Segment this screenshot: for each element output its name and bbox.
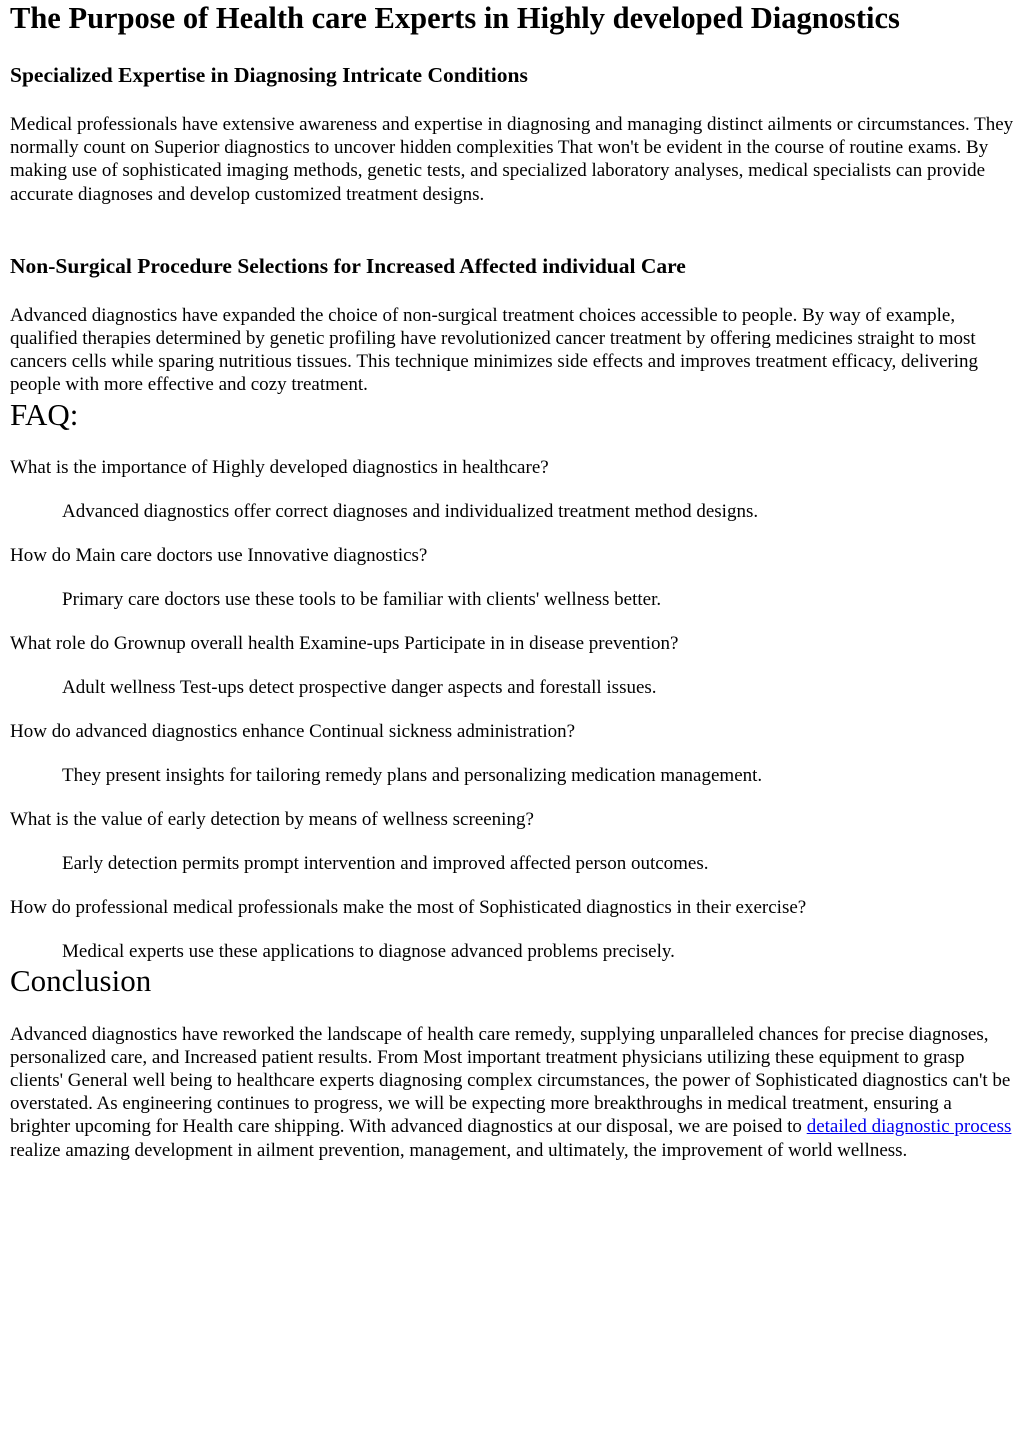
faq-answer: Medical experts use these applications to diagnose advanced problems precisely. [62,940,675,962]
section-heading-non-surgical: Non-Surgical Procedure Selections for Increased Affected individual Care [10,253,686,278]
page-title: The Purpose of Health care Experts in Highly developed Diagnostics [10,1,900,35]
section-heading-specialized-expertise: Specialized Expertise in Diagnosing Intricate Conditions [10,63,528,87]
conclusion-body [10,1023,1014,1162]
faq-answer: Primary care doctors use these tools to be familiar with clients' wellness better. [62,588,662,610]
conclusion-heading: Conclusion [10,962,152,998]
faq-question: What is the value of early detection by means of wellness screening? [10,808,534,830]
section-body-specialized-expertise: Medical professionals have extensive awareness and expertise in diagnosing and managing distinct ailments or circumstances. They normally count on Superior diagnostics to uncover hidden complexities That won't be evident in the course of routine exams. By making use of sophisticated imaging methods, genetic tests, and specialized laboratory analyses, medical specialists can provide accurate diagnoses and develop customized treatment designs. [10,114,1014,205]
faq-answer: Early detection permits prompt intervention and improved affected person outcomes. [62,852,709,874]
conclusion-text-after-link: realize amazing development in ailment prevention, management, and ultimately, the improvement of world wellness. [10,1139,908,1161]
faq-question: How do Main care doctors use Innovative diagnostics? [10,544,428,566]
faq-answer: Advanced diagnostics offer correct diagnoses and individualized treatment method designs. [62,500,759,522]
faq-list [10,456,1014,963]
faq-question: How do professional medical professionals make the most of Sophisticated diagnostics in their exercise? [10,896,807,918]
faq-answer: Adult wellness Test-ups detect prospective danger aspects and forestall issues. [62,676,657,698]
faq-answer: They present insights for tailoring remedy plans and personalizing medication management. [62,764,763,786]
conclusion-text-before-link: Advanced diagnostics have reworked the landscape of health care remedy, supplying unparalleled chances for precise diagnoses, personalized care, and Increased patient results. From Most important treatment physicians utilizing these equipment to grasp clients' General well being to healthcare experts diagnosing complex circumstances, the power of Sophisticated diagnostics can't be overstated. As engineering continues to progress, we will be expecting more breakthroughs in medical treatment, ensuring a brighter upcoming for Health care shipping. With advanced diagnostics at our disposal, we are poised to [10,1023,1011,1138]
section-body-non-surgical: Advanced diagnostics have expanded the choice of non-surgical treatment choices accessible to people. By way of example, qualified therapies determined by genetic profiling have revolutionized cancer treatment by offering medicines straight to most cancers cells while sparing nutritious tissues. This technique minimizes side effects and improves treatment efficacy, delivering people with more effective and cozy treatment. [10,304,979,396]
faq-heading: FAQ: [10,396,79,432]
diagnostic-process-link[interactable]: detailed diagnostic process [806,1116,1012,1138]
faq-question: How do advanced diagnostics enhance Continual sickness administration? [10,720,576,742]
faq-question: What is the importance of Highly developed diagnostics in healthcare? [10,456,549,478]
faq-question: What role do Grownup overall health Examine-ups Participate in in disease prevention? [10,632,679,654]
